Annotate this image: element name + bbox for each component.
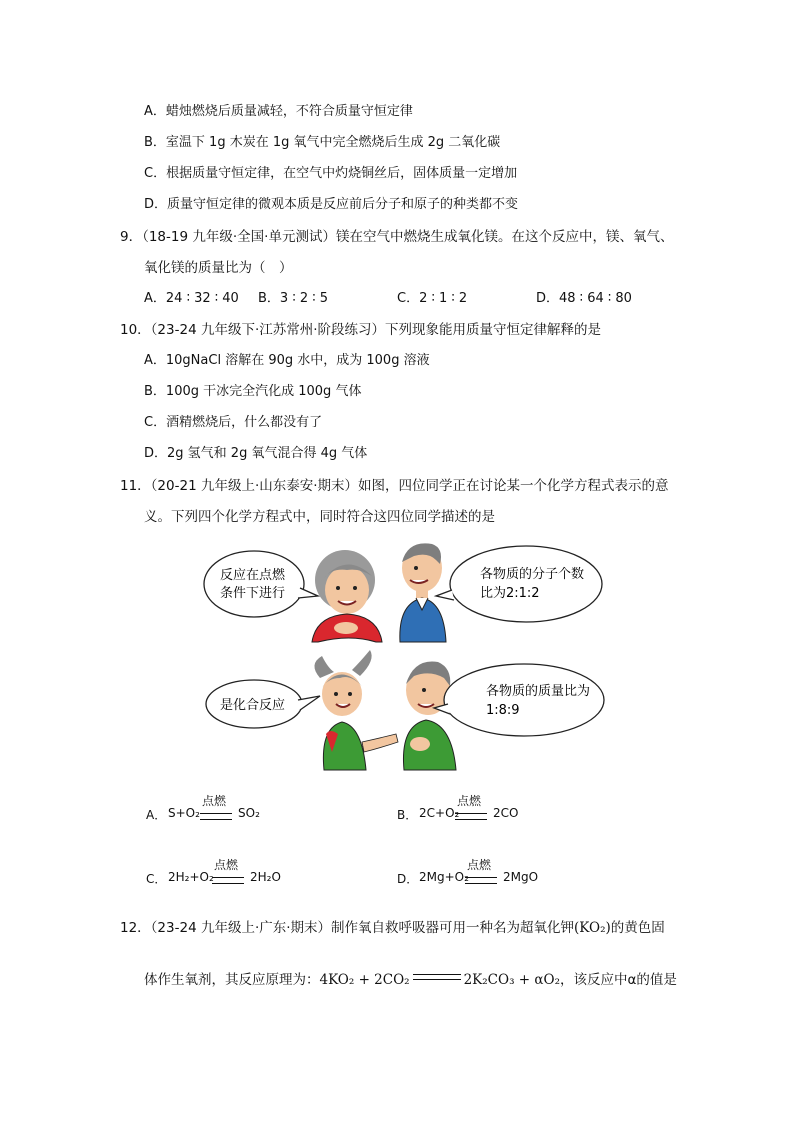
ko2-formula: (KO₂): [574, 920, 611, 936]
q12-stem-text: 12．（23-24 九年级上·广东·期末）制作氧自救呼吸器可用一种名为超氧化钾: [120, 920, 575, 936]
q9-option-b: B．3 ∶ 2 ∶ 5: [258, 291, 329, 306]
bubble-text: 各物质的质量比为: [486, 684, 591, 699]
bubble-text: 比为2:1:2: [480, 586, 540, 601]
q12-stem-text-end: ，该反应中α的值是: [559, 972, 677, 988]
reaction-condition: 点燃: [202, 794, 227, 808]
equation-reactants: 2C+O₂: [419, 806, 460, 820]
q11-option-d: [397, 856, 617, 896]
q10-stem: 10．（23-24 九年级下·江苏常州·阶段练习）下列现象能用质量守恒定律解释的是: [120, 322, 602, 338]
q12-stem-line1: [120, 919, 665, 937]
q12-stem-text: 体作生氧剂，其反应原理为：: [144, 972, 320, 988]
equation-products: SO₂: [238, 806, 260, 820]
q12-stem-text-end: 的黄色固: [610, 920, 665, 936]
equation-arrow: [465, 877, 497, 884]
reaction-condition: 点燃: [457, 794, 482, 808]
student-boy-green-shirt: [403, 661, 456, 770]
speech-bubble-bottom-right: [434, 664, 604, 736]
q9-option-c: C．2 ∶ 1 ∶ 2: [397, 291, 468, 306]
equation-products: 2CO: [493, 806, 519, 820]
students-discussion-figure: [200, 538, 610, 774]
q9-stem-line2: 氧化镁的质量比为（ ）: [144, 260, 293, 276]
student-girl-ponytail: [314, 650, 398, 770]
reaction-condition: 点燃: [467, 858, 492, 872]
q10-option-d: D．2g 氢气和 2g 氧气混合得 4g 气体: [144, 446, 368, 461]
equation-reactants: 4KO₂ + 2CO₂: [319, 972, 410, 988]
q9-stem-line1: 9．（18-19 九年级·全国·单元测试）镁在空气中燃烧生成氧化镁。在这个反应中，镁、氧气、: [120, 229, 674, 245]
option-label: A．: [146, 808, 167, 822]
q11-option-c: [146, 856, 366, 896]
q11-stem-line1: 11．（20-21 九年级上·山东泰安·期末）如图，四位同学正在讨论某一个化学方程式表示的意: [120, 478, 669, 494]
option-label: D．: [397, 872, 419, 886]
speech-bubble-top-left: [204, 551, 318, 617]
bubble-text: 是化合反应: [220, 698, 286, 713]
equation-arrow: [212, 877, 244, 884]
q11-option-a: [146, 792, 366, 832]
q8-option-a: A．蜡烛燃烧后质量减轻，不符合质量守恒定律: [144, 104, 413, 119]
equation-reactants: 2H₂+O₂: [168, 870, 214, 884]
q9-option-a: A．24 ∶ 32 ∶ 40: [144, 291, 239, 306]
speech-bubble-top-right: [436, 546, 602, 622]
option-label: B．: [397, 808, 418, 822]
bubble-text: 条件下进行: [220, 586, 286, 601]
equation-products: 2MgO: [503, 870, 539, 884]
q11-stem-line2: 义。下列四个化学方程式中，同时符合这四位同学描述的是: [144, 509, 495, 525]
equation-arrow: [200, 813, 232, 820]
option-label: C．: [146, 872, 167, 886]
q8-option-d: D．质量守恒定律的微观本质是反应前后分子和原子的种类都不变: [144, 197, 519, 212]
q8-option-b: B．室温下 1g 木炭在 1g 氧气中完全燃烧后生成 2g 二氧化碳: [144, 135, 501, 150]
q8-option-c: C．根据质量守恒定律，在空气中灼烧铜丝后，固体质量一定增加: [144, 166, 518, 181]
equation-products: 2K₂CO₃ + αO₂: [463, 972, 560, 988]
bubble-text: 反应在点燃: [220, 568, 286, 583]
bubble-text: 各物质的分子个数: [480, 567, 585, 582]
q11-option-b: [397, 792, 617, 832]
q9-option-d: D．48 ∶ 64 ∶ 80: [536, 291, 632, 306]
q12-stem-line2: [144, 971, 677, 989]
equation-reactants: 2Mg+O₂: [419, 870, 469, 884]
q10-option-c: C．酒精燃烧后，什么都没有了: [144, 415, 323, 430]
equation-arrow: [455, 813, 487, 820]
q10-option-b: B．100g 干冰完全汽化成 100g 气体: [144, 384, 362, 399]
reaction-condition: 点燃: [214, 858, 239, 872]
q10-option-a: A．10gNaCl 溶解在 90g 水中，成为 100g 溶液: [144, 353, 430, 368]
equation-products: 2H₂O: [250, 870, 281, 884]
equation-reactants: S+O₂: [168, 806, 200, 820]
student-boy-blue-shirt: [400, 543, 446, 642]
speech-bubble-bottom-left: [206, 680, 320, 728]
equation-equals: [413, 974, 461, 980]
bubble-text: 1:8:9: [486, 703, 520, 718]
student-girl-red-shirt: [312, 550, 382, 642]
